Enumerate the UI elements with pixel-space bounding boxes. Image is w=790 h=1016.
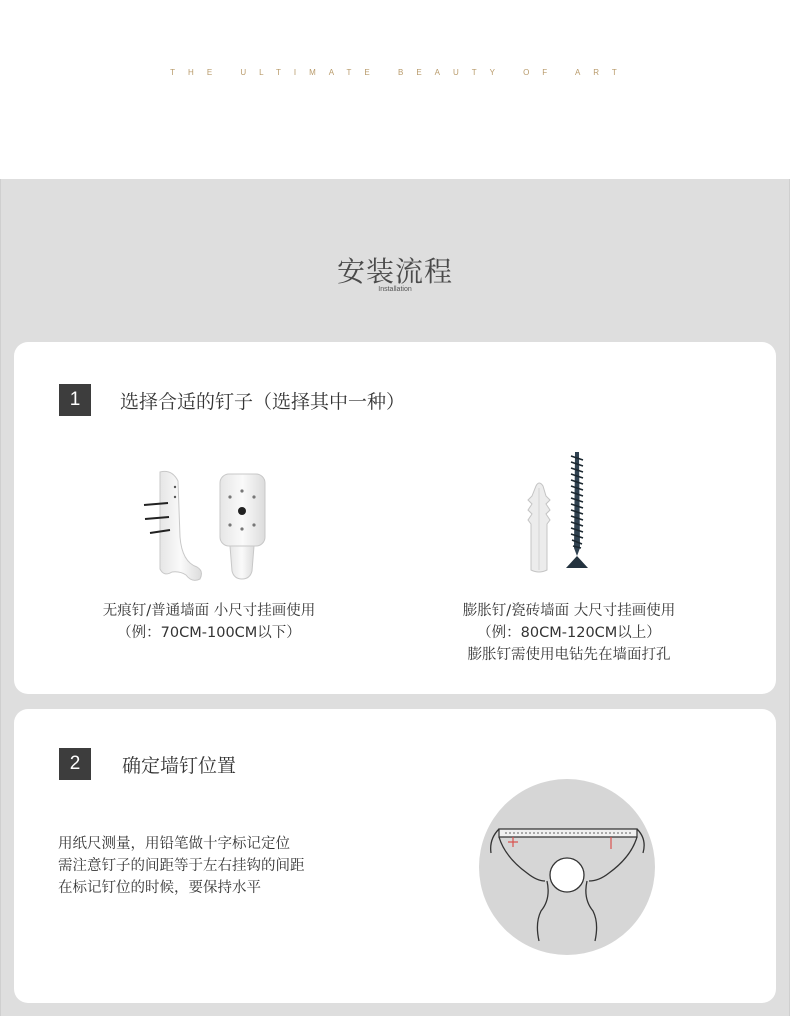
step-2-card	[14, 709, 776, 1003]
step-2-title: 确定墙钉位置	[122, 755, 237, 777]
option-2-caption: 膨胀钉/瓷砖墙面 大尺寸挂画使用 （例：80CM-120CM以上） 膨胀钉需使用电钻先在墙面打孔	[462, 603, 676, 663]
section-title: 安装流程	[336, 255, 453, 288]
option-1-caption: 无痕钉/普通墙面 小尺寸挂画使用 （例：70CM-100CM以下）	[102, 603, 316, 641]
section-subtitle: Installation	[378, 286, 412, 293]
measuring-illustration	[477, 777, 657, 957]
step-2-description: 用纸尺测量，用铅笔做十字标记定位 需注意钉子的间距等于左右挂钩的间距 在标记钉位的时候，要保持水平	[58, 836, 305, 896]
expansion-screw-image	[519, 448, 599, 578]
step-2-badge: 2	[59, 748, 91, 780]
header-tagline: THE ULTIMATE BEAUTY OF ART	[170, 68, 630, 77]
step-1-card	[14, 342, 776, 694]
step-1-badge: 1	[59, 384, 91, 416]
step-1-title: 选择合适的钉子（选择其中一种）	[120, 391, 406, 413]
traceless-nail-hooks-image	[142, 467, 272, 582]
